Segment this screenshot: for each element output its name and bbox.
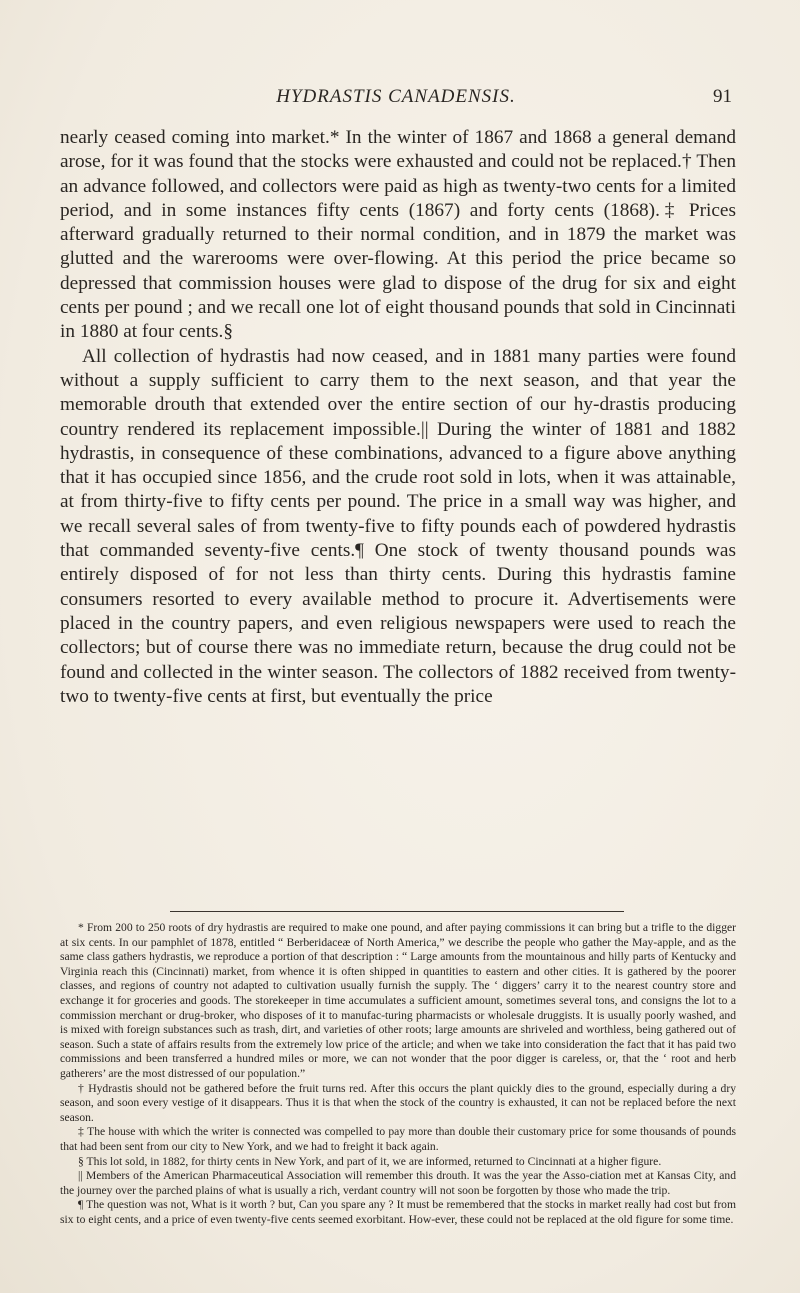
footnote-separator — [170, 911, 624, 912]
footnote-parallel: || Members of the American Pharmaceutical Association will remember this drouth. It was the year the Asso-ciation met at Kansas City, and the journey over the parched plains of what is usually a rich, verdant country will not soon be forgotten by those who made the trip. — [60, 1169, 736, 1197]
footnote-pilcrow: ¶ The question was not, What is it worth ? but, Can you spare any ? It must be remembered that the stocks in market really had cost but from six to eight cents, and a price of even twenty-five cents seemed exorbitant. How-ever, these could not be replaced at the old figure for some time. — [60, 1198, 736, 1226]
body-paragraph: nearly ceased coming into market.* In the winter of 1867 and 1868 a general demand arose, for it was found that the stocks were exhausted and could not be replaced.† Then an advance followed, and collectors were paid as high as twenty-two cents for a limited period, and in some instances fifty cents (1867) and forty cents (1868).‡ Prices afterward gradually returned to their normal condition, and in 1879 the market was glutted and the warerooms were over-flowing. At this period the price became so depressed that commission houses were glad to dispose of the drug for six and eight cents per pound ; and we recall one lot of eight thousand pounds that sold in Cincinnati in 1880 at four cents.§ — [60, 127, 736, 343]
footnote-dagger: † Hydrastis should not be gathered before the fruit turns red. After this occurs the plant quickly dies to the ground, especially during a dry season, and soon every vestige of it disappears. Thus it is that when the stock of the country is exhausted, it can not be replaced before the next season. — [60, 1081, 736, 1124]
main-text — [60, 126, 736, 709]
running-head: HYDRASTIS CANADENSIS. — [276, 86, 516, 107]
page-header — [60, 86, 732, 112]
body-paragraph: All collection of hydrastis had now ceased, and in 1881 many parties were found without a supply sufficient to carry them to the next season, and that year the memorable drouth that extended over the entire section of our hy-drastis producing country rendered its replacement impossible.|| During the winter of 1881 and 1882 hydrastis, in consequence of these combinations, advanced to a figure above anything that it has occupied since 1856, and the crude root sold in lots, when it was attainable, at from thirty-five to fifty cents per pound. The price in a small way was higher, and we recall several sales of from twenty-five to fifty pounds each of powdered hydrastis that commanded seventy-five cents.¶ One stock of twenty thousand pounds was entirely disposed of for not less than thirty cents. During this hydrastis famine consumers resorted to every available method to procure it. Advertisements were placed in the country papers, and even religious newspapers were used to reach the collectors; but of course there was no immediate return, because the drug could not be found and collected in the winter season. The collectors of 1882 received from twenty-two to twenty-five cents at first, but eventually the price — [60, 345, 736, 707]
footnote-section: § This lot sold, in 1882, for thirty cents in New York, and part of it, we are informed, returned to Cincinnati at a higher figure. — [78, 1154, 662, 1168]
footnote-double-dagger: ‡ The house with which the writer is connected was compelled to pay more than double their customary price for some thousands of pounds that had been sent from our city to New York, and we had to freight it back again. — [60, 1125, 736, 1153]
footnote-asterisk: * From 200 to 250 roots of dry hydrastis are required to make one pound, and after paying commissions it can bring but a trifle to the digger at six cents. In our pamphlet of 1878, entitled “ Berberidaceæ of North America,” we describe the people who gather the May-apple, and as the same class gathers hydrastis, we reproduce a portion of that description : “ Large amounts from the mountainous and hilly parts of Kentucky and Virginia reach this (Cincinnati) market, from whence it is often shipped in quantities to eastern and other cities. It is gathered by the poorer classes, and regions of country not adapted to cultivation usually furnish the supply. The ‘ diggers’ carry it to the nearest country store and exchange it for groceries and goods. The storekeeper in time accumulates a sufficient amount, sometimes several tons, and consigns the lot to a commission merchant or drug-broker, who disposes of it to manufac-turing pharmacists or wholesale druggists. It is usually poorly washed, and is mixed with foreign substances such as trash, dirt, and varieties of other roots; large amounts are shriveled and worthless, being gathered out of season. Such a state of affairs results from the extremely low price of the article; and when we take into consideration the fact that it has paid two commissions and been transferred a hundred miles or more, we can not wonder that the poor digger is careless, or, that the ‘ root and herb gatherers’ are the most distressed of our population.” — [60, 921, 736, 1080]
page-number: 91 — [713, 86, 732, 107]
footnotes — [60, 921, 736, 1227]
